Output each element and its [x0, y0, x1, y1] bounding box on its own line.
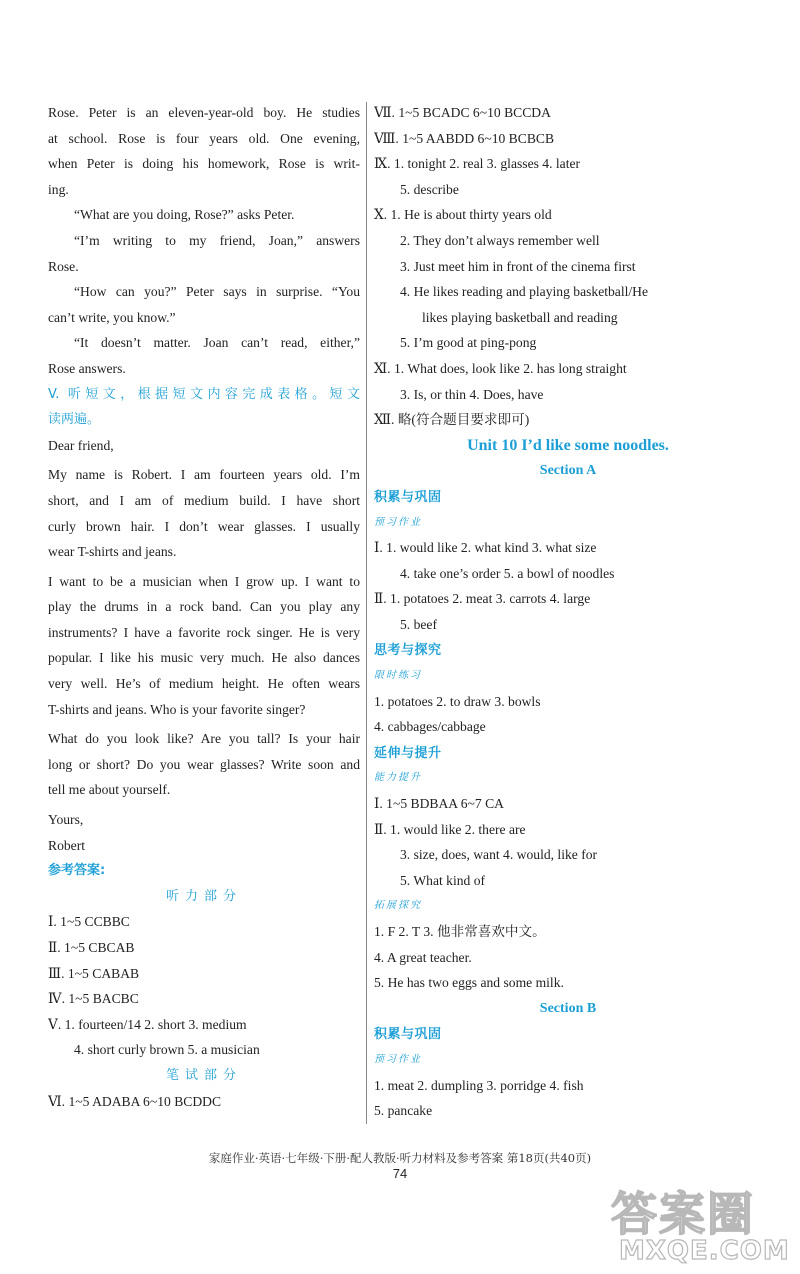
answer-block — [374, 689, 762, 740]
instruction-line: V. 听短文，根据短文内容完成表格。短文 — [48, 386, 360, 402]
story-line: Rose answers. — [48, 360, 126, 376]
answer-line: Ⅱ. 1. would like 2. there are — [374, 821, 526, 837]
answer-line: 4. He likes reading and playing basketball/He — [400, 284, 649, 300]
letter-line: Dear friend, — [48, 437, 114, 453]
listening-answers — [48, 909, 360, 1063]
letter-line: short, and I am of medium build. I have short — [48, 492, 360, 508]
answer-line: Ⅶ. 1~5 BCADC 6~10 BCCDA — [374, 105, 551, 120]
answer-line: 2. They don’t always remember well — [400, 232, 600, 248]
watermark-text: 答案圈 — [611, 1187, 755, 1241]
letter-line: wear T-shirts and jeans. — [48, 544, 177, 560]
answer-line: 4. A great teacher. — [374, 949, 472, 965]
category-tag: 积累与巩固 — [374, 1027, 442, 1043]
letter-line: Yours, — [48, 812, 84, 828]
subcategory-tag: 限时练习 — [374, 670, 422, 682]
answer-line: Ⅱ. 1~5 CBCAB — [48, 940, 135, 955]
letter-line: instruments? I have a favorite rock singer. He is very — [48, 624, 360, 640]
answer-line: likes playing basketball and reading — [422, 309, 618, 325]
answers-heading: 参考答案: — [48, 863, 106, 879]
answer-line: 4. cabbages/cabbage — [374, 719, 486, 735]
watermark-logo — [605, 1178, 790, 1270]
letter-line: Robert — [48, 837, 85, 853]
answer-line: Ⅰ. 1~5 CCBBC — [48, 914, 130, 930]
answer-line: Ⅷ. 1~5 AABDD 6~10 BCBCB — [374, 130, 555, 146]
answer-line: Ⅰ. 1~5 BDBAA 6~7 CA — [374, 796, 504, 812]
section-v-instruction — [48, 382, 360, 433]
letter-line: play the drums in a rock band. Can you play any — [48, 599, 360, 615]
answer-line: Ⅵ. 1~5 ADABA 6~10 BCDDC — [48, 1093, 222, 1109]
answer-line: Ⅴ. 1. fourteen/14 2. short 3. medium — [48, 1016, 247, 1032]
right-column — [374, 100, 762, 1124]
answer-line: Ⅸ. 1. tonight 2. real 3. glasses 4. later — [374, 156, 581, 172]
left-column — [48, 100, 360, 1114]
listening-heading: 听力部分 — [165, 888, 242, 904]
page-footer: 家庭作业·英语·七年级·下册·配人教版·听力材料及参考答案 第18页(共40页) — [208, 1151, 592, 1165]
letter-line: I want to be a musician when I grow up. I want to — [48, 573, 360, 589]
letter-line: tell me about yourself. — [48, 782, 171, 798]
answer-line: 5. beef — [400, 616, 437, 632]
story-line: ing. — [48, 181, 69, 197]
letter-line: very well. He’s of medium height. He often wears — [48, 676, 360, 692]
story-line: when Peter is doing his homework, Rose is writ- — [48, 156, 360, 172]
answer-line: 5. pancake — [374, 1103, 433, 1119]
story-line: “What are you doing, Rose?” asks Peter. — [74, 207, 295, 223]
answer-line: Ⅳ. 1~5 BACBC — [48, 991, 139, 1007]
column-divider — [366, 102, 367, 1124]
answer-line: 3. Just meet him in front of the cinema first — [400, 258, 636, 274]
answer-line: Ⅹ. 1. He is about thirty years old — [374, 207, 552, 223]
answer-line: 4. take one’s order 5. a bowl of noodles — [400, 565, 615, 581]
answer-line: 5. I’m good at ping-pong — [400, 335, 537, 351]
written-heading: 笔试部分 — [165, 1067, 242, 1083]
answer-line: 5. What kind of — [400, 872, 486, 888]
answer-line: 3. Is, or thin 4. Does, have — [400, 386, 544, 402]
answer-line: 1. potatoes 2. to draw 3. bowls — [374, 693, 541, 709]
letter-line: curly brown hair. I don’t wear glasses. I usually — [48, 518, 360, 534]
subcategory-tag: 能力提升 — [374, 772, 422, 784]
watermark-url: MXQE.COM — [619, 1236, 790, 1266]
answer-line: 3. size, does, want 4. would, like for — [400, 847, 598, 863]
page-number: 74 — [392, 1166, 408, 1181]
letter-line: popular. I like his music very much. He also dances — [48, 650, 360, 666]
letter-line: T-shirts and jeans. Who is your favorite singer? — [48, 701, 306, 717]
category-tag: 积累与巩固 — [374, 489, 442, 505]
answer-block — [374, 535, 762, 637]
story-line: “How can you?” Peter says in surprise. “You — [74, 284, 360, 300]
answer-line: Ⅻ. 略(符合题目要求即可) — [374, 412, 530, 428]
answer-line: Ⅲ. 1~5 CABAB — [48, 965, 140, 981]
subcategory-tag: 预习作业 — [374, 1053, 422, 1065]
letter-line: What do you look like? Are you tall? Is your hair — [48, 731, 360, 747]
answer-line: 1. meat 2. dumpling 3. porridge 4. fish — [374, 1077, 584, 1093]
category-tag: 思考与探究 — [374, 643, 442, 659]
letter-line: My name is Robert. I am fourteen years old. I’m — [48, 467, 360, 483]
category-tag: 延伸与提升 — [374, 745, 442, 761]
answer-line: Ⅰ. 1. would like 2. what kind 3. what size — [374, 540, 597, 556]
answer-block — [374, 791, 762, 893]
subcategory-tag: 拓展探究 — [374, 900, 422, 912]
story-line: Rose. Peter is an eleven-year-old boy. He studies — [48, 105, 360, 120]
subcategory-tag: 预习作业 — [374, 516, 422, 528]
answer-line: 1. F 2. T 3. 他非常喜欢中文。 — [374, 924, 546, 939]
answer-line: Ⅺ. 1. What does, look like 2. has long straight — [374, 360, 627, 376]
answer-block — [374, 1073, 762, 1124]
answer-line: 5. He has two eggs and some milk. — [374, 975, 564, 991]
story-line: Rose. — [48, 258, 79, 274]
story-text — [48, 100, 360, 382]
answer-line: 5. describe — [400, 181, 459, 197]
answers-vii-xii — [374, 100, 762, 433]
answer-block — [374, 919, 762, 996]
answer-line: 4. short curly brown 5. a musician — [74, 1042, 260, 1058]
instruction-line: 读两遍。 — [48, 412, 101, 428]
story-line: can’t write, you know.” — [48, 309, 176, 325]
section-a-title: Section A — [539, 463, 597, 479]
letter-text — [48, 433, 360, 859]
story-line: “I’m writing to my friend, Joan,” answers — [74, 232, 360, 248]
section-b-title: Section B — [539, 1000, 597, 1016]
answer-line: Ⅱ. 1. potatoes 2. meat 3. carrots 4. large — [374, 591, 591, 607]
story-line: “It doesn’t matter. Joan can’t read, either,” — [74, 335, 360, 351]
story-line: at school. Rose is four years old. One evening, — [48, 130, 360, 146]
unit-title: Unit 10 I’d like some noodles. — [467, 436, 669, 454]
letter-line: long or short? Do you wear glasses? Write soon and — [48, 756, 360, 772]
